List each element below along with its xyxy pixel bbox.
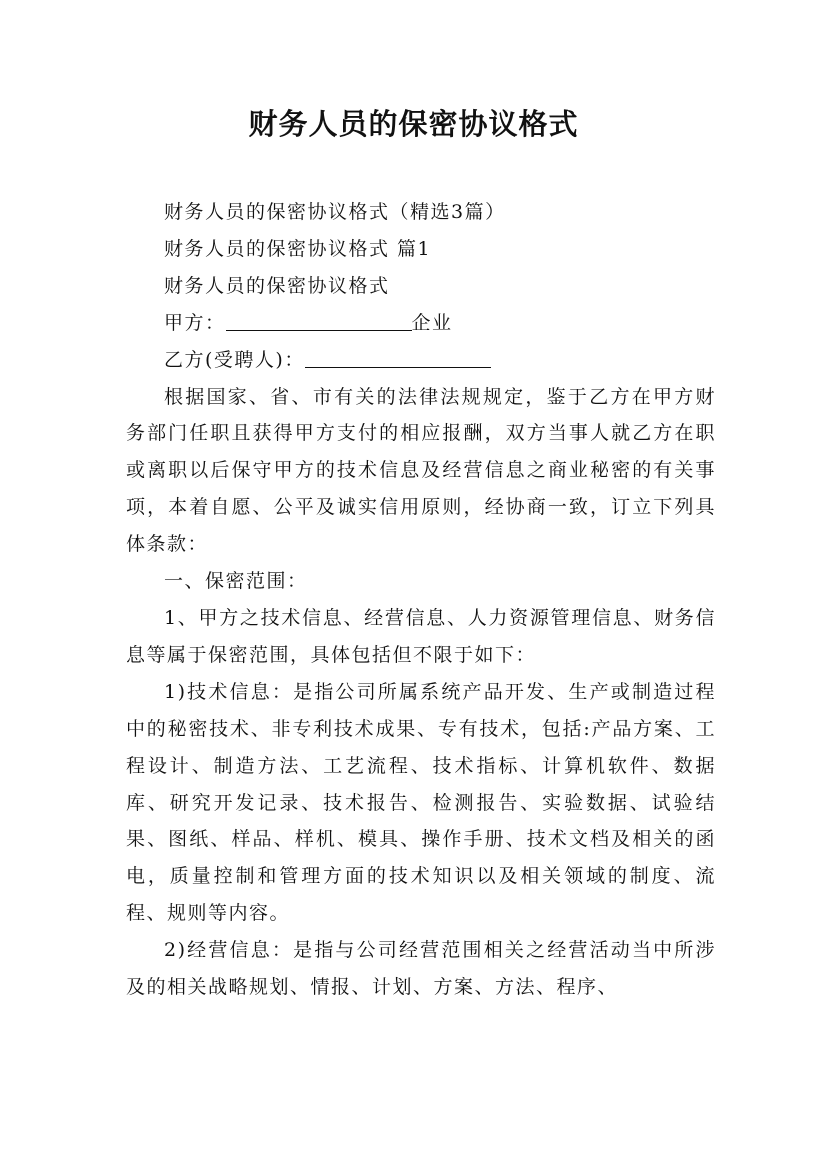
- clause-1-paragraph: 1、甲方之技术信息、经营信息、人力资源管理信息、财务信息等属于保密范围，具体包括但不限于如下：: [126, 606, 716, 666]
- party-a-blank: [226, 308, 412, 331]
- party-a-label: 甲方：: [164, 311, 226, 334]
- preamble-paragraph: 根据国家、省、市有关的法律法规规定，鉴于乙方在甲方财务部门任职且获得甲方支付的相应报酬，双方当事人就乙方在职或离职以后保守甲方的技术信息及经营信息之商业秘密的有关事项，本着自愿、公平及诚实信用原则，经协商一致，订立下列具体条款：: [126, 385, 716, 556]
- party-a-suffix: 企业: [411, 311, 453, 334]
- party-a-line: [126, 305, 716, 342]
- clause-1-2-paragraph: 2)经营信息：是指与公司经营范围相关之经营活动当中所涉及的相关战略规划、情报、计划、方案、方法、程序、: [126, 939, 716, 999]
- document-title: 财务人员的保密协议格式: [248, 107, 579, 141]
- party-b-blank: [305, 345, 491, 368]
- clause-1-1-paragraph: 1)技术信息：是指公司所属系统产品开发、生产或制造过程中的秘密技术、非专利技术成果、专有技术，包括:产品方案、工程设计、制造方法、工艺流程、技术指标、计算机软件、数据库、研究开发记录、技术报告、检测报告、实验数据、试验结果、图纸、样品、样机、模具、操作手册、技术文档及相关的函电，质量控制和管理方面的技术知识以及相关领域的制度、流程、规则等内容。: [126, 680, 716, 925]
- section-1-heading: 一、保密范围：: [164, 570, 308, 593]
- document-body: [126, 194, 716, 1006]
- doc-heading: 财务人员的保密协议格式: [164, 274, 390, 297]
- subtitle-line: 财务人员的保密协议格式（精选3篇）: [164, 201, 506, 223]
- party-b-line: [126, 342, 716, 379]
- party-b-label: 乙方(受聘人)：: [164, 348, 305, 371]
- article-heading: 财务人员的保密协议格式 篇1: [164, 237, 432, 260]
